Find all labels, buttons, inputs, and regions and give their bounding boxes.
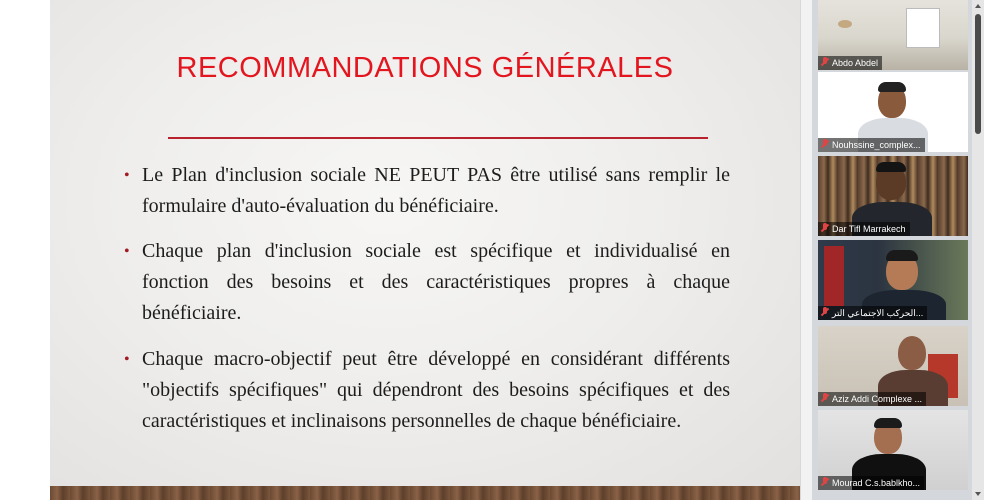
bullet-marker: •	[124, 351, 130, 368]
video-background-object	[824, 246, 844, 306]
scroll-up-icon[interactable]	[974, 2, 982, 10]
participant-name: Nouhssine_complex...	[832, 140, 921, 150]
bullet-text: Le Plan d'inclusion sociale NE PEUT PAS être utilisé sans remplir le formulaire d'auto-évaluation du bénéficiaire.	[142, 164, 730, 217]
participant-figure	[876, 162, 906, 172]
participant-name-label	[818, 306, 927, 320]
participant-name: Aziz Addi Complexe ...	[832, 394, 923, 404]
participant-name: Abdo Abdel	[832, 58, 879, 68]
muted-mic-icon	[821, 57, 829, 67]
muted-mic-icon	[821, 477, 829, 487]
participant-figure	[886, 250, 918, 261]
title-divider	[168, 137, 708, 139]
window-edge	[984, 0, 1000, 500]
slide-bullet	[124, 236, 730, 329]
participant-name: Dar Tifl Marrakech	[832, 224, 906, 234]
participant-name-label	[818, 476, 924, 490]
slide-bullet	[124, 160, 730, 222]
participant-tile[interactable]	[818, 156, 968, 236]
video-background-object	[838, 20, 852, 28]
bullet-text: Chaque macro-objectif peut être développé en considérant différents "objectifs spécifiques" qui dépendront des besoins spécifiques et des caractéristiques et inclinaisons personnelles de chaque bénéficiaire.	[142, 348, 730, 432]
slide-title: RECOMMANDATIONS GÉNÉRALES	[176, 52, 674, 84]
presentation-slide	[50, 0, 800, 500]
muted-mic-icon	[821, 393, 829, 403]
video-background-object	[906, 8, 940, 48]
bullet-marker: •	[124, 243, 130, 260]
scrollbar-thumb[interactable]	[975, 14, 981, 134]
participant-tile[interactable]	[818, 0, 968, 70]
participant-name-label	[818, 138, 925, 152]
participant-tile[interactable]	[818, 326, 968, 406]
muted-mic-icon	[821, 223, 829, 233]
participant-figure	[874, 418, 902, 428]
participant-figure	[898, 336, 926, 370]
participant-name-label	[818, 222, 910, 236]
participant-tile[interactable]	[818, 410, 968, 490]
slide-bullet	[124, 344, 730, 437]
muted-mic-icon	[821, 139, 829, 149]
participant-figure	[878, 82, 906, 92]
participant-gallery	[812, 0, 972, 500]
participant-name-label	[818, 392, 926, 406]
muted-mic-icon	[821, 307, 829, 317]
bullet-text: Chaque plan d'inclusion sociale est spécifique et individualisé en fonction des besoins et des caractéristiques propres à chaque bénéficiaire.	[142, 240, 730, 324]
share-scrollbar[interactable]	[800, 0, 812, 500]
participant-name-label	[818, 56, 882, 70]
participant-tile[interactable]	[818, 72, 968, 152]
slide-floor-decoration	[50, 486, 800, 500]
gallery-scrollbar[interactable]	[972, 0, 984, 500]
participant-tile[interactable]	[818, 240, 968, 320]
participant-name: الحركب الاجتماعي التر...	[832, 308, 924, 318]
participant-name: Mourad C.s.bablkho...	[832, 478, 921, 488]
bullet-marker: •	[124, 167, 130, 184]
scroll-down-icon[interactable]	[974, 490, 982, 498]
